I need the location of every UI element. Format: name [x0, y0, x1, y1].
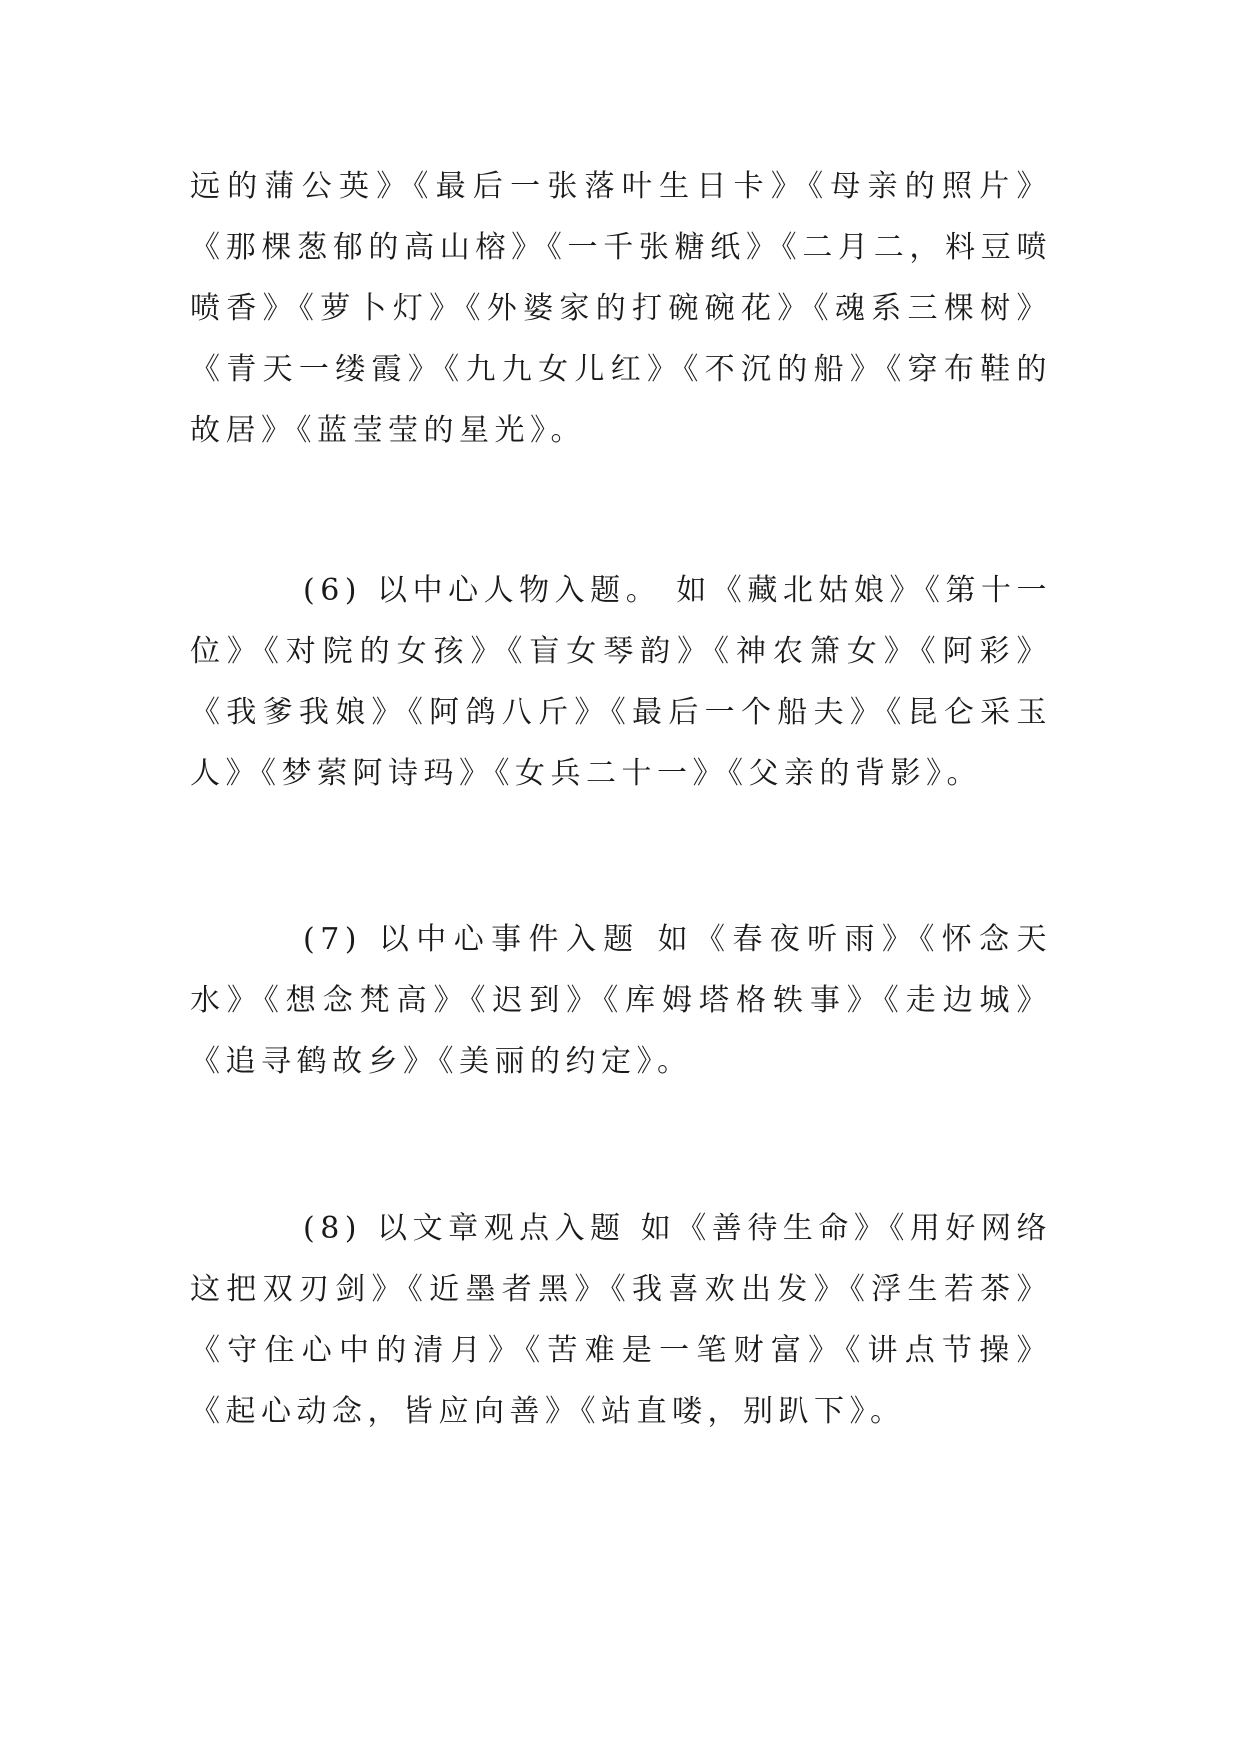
paragraph-continued: 远的蒲公英》《最后一张落叶生日卡》《母亲的照片》《那棵葱郁的高山榕》《一千张糖纸》《二月二，料豆喷喷香》《萝卜灯》《外婆家的打碗碗花》《魂系三棵树》《青天一缕霞》《九九女儿红》《不沉的船》《穿布鞋的故居》《蓝莹莹的星光》。 [190, 169, 1052, 448]
paragraph-6-central-character: (6) 以中心人物入题。 如《藏北姑娘》《第十一位》《对院的女孩》《盲女琴韵》《神农箫女》《阿彩》《我爹我娘》《阿鸽八斤》《最后一个船夫》《昆仑采玉人》《梦萦阿诗玛》《女兵二十一》《父亲的背影》。 [190, 573, 1052, 791]
paragraph-8-viewpoint: (8) 以文章观点入题 如《善待生命》《用好网络这把双刃剑》《近墨者黑》《我喜欢出发》《浮生若茶》《守住心中的清月》《苦难是一笔财富》《讲点节操》《起心动念，皆应向善》《站直喽，别趴下》。 [190, 1211, 1052, 1429]
paragraph-7-central-event: (7) 以中心事件入题 如《春夜听雨》《怀念天水》《想念梵高》《迟到》《库姆塔格轶事》《走边城》《追寻鹤故乡》《美丽的约定》。 [190, 922, 1052, 1079]
